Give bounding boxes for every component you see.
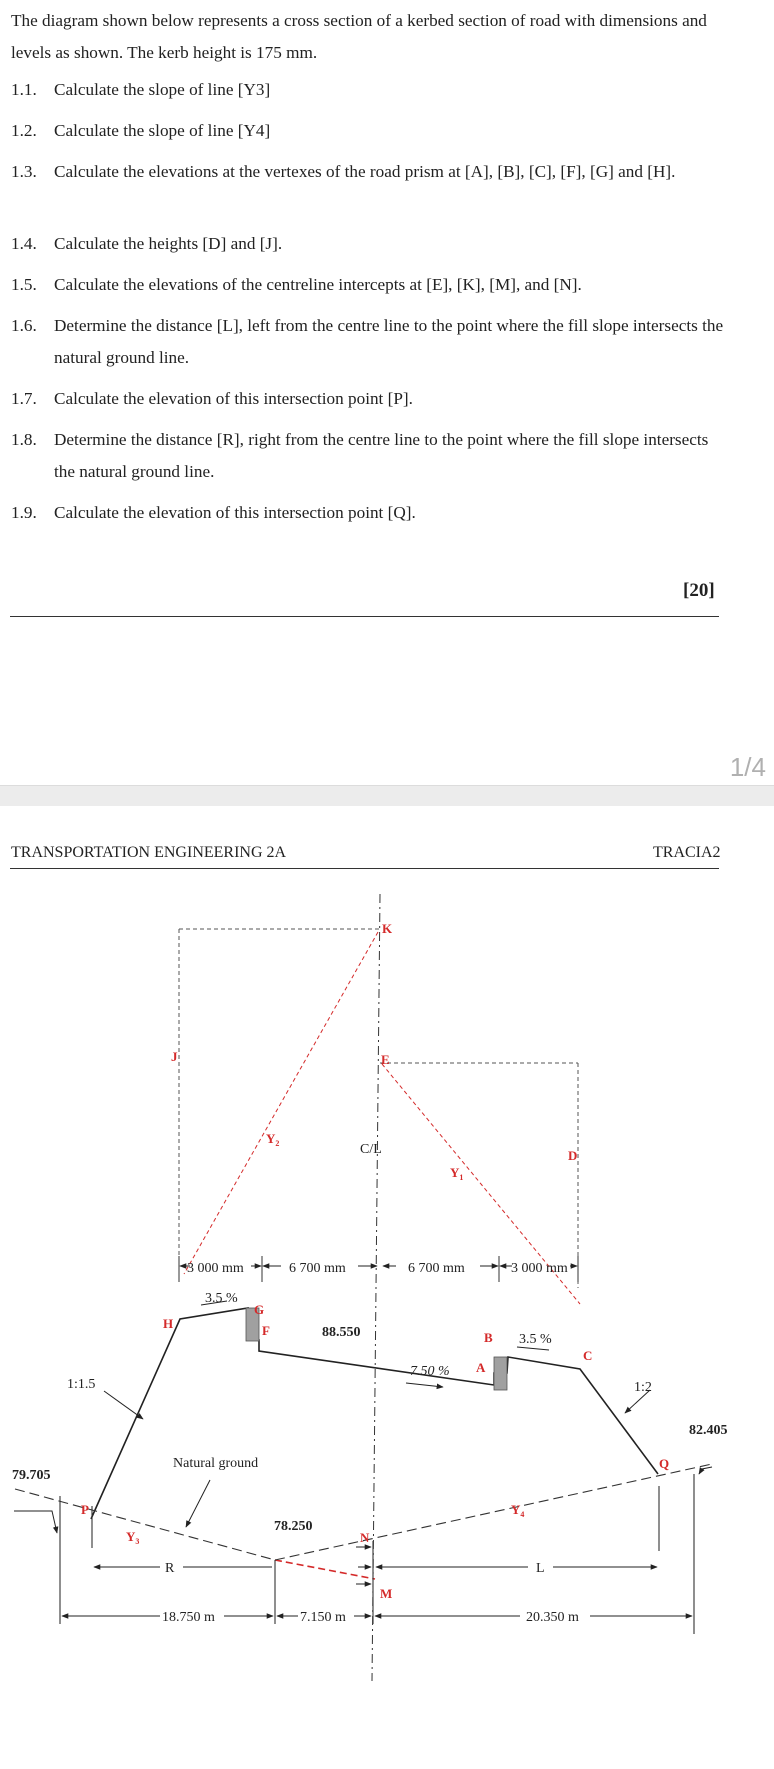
- level-right-ground: 82.405: [689, 1423, 728, 1438]
- page-gap: [0, 785, 774, 807]
- point-h-label: H: [163, 1316, 174, 1331]
- question-text: Calculate the elevation of this intersection point [P].: [54, 389, 413, 408]
- diagram-page: [0, 806, 774, 1769]
- dim-6700-left: 6 700 mm: [289, 1261, 346, 1276]
- intro-paragraph: The diagram shown below represents a cross section of a kerbed section of road with dimensions and levels as shown. The kerb height is 175 mm.: [11, 11, 707, 62]
- slope-left-cross: 3.5 %: [205, 1291, 238, 1306]
- y4-label: $Y_4$: [511, 1502, 525, 1519]
- y3-label: $Y_3$: [126, 1529, 140, 1546]
- point-m-label: M: [380, 1586, 393, 1601]
- question-number: 1.5.: [11, 275, 37, 294]
- slope-right-cross: 3.5 %: [519, 1332, 552, 1347]
- cross-section-diagram: [0, 806, 774, 1769]
- centreline-label: C/L: [360, 1142, 382, 1157]
- left-ground-leader: [14, 1511, 57, 1533]
- y2-projection-line: [184, 932, 378, 1274]
- point-e-label: E: [381, 1052, 390, 1067]
- slope-fill-left: 1:1.5: [67, 1377, 96, 1392]
- natural-ground-left: [15, 1489, 275, 1560]
- point-p-label: P: [81, 1502, 89, 1517]
- total-marks: [20]: [683, 580, 715, 601]
- question-text: Determine the distance [R], right from the centre line to the point where the fill slope intersects the natural ground line.: [54, 430, 709, 481]
- question-number: 1.3.: [11, 162, 37, 181]
- level-left-ground: 79.705: [12, 1468, 51, 1483]
- natural-ground-label: Natural ground: [173, 1456, 259, 1471]
- dim-6700-right: 6 700 mm: [408, 1261, 465, 1276]
- dim-3000-left: 3 000 mm: [187, 1261, 244, 1276]
- divider: [10, 616, 719, 617]
- header-course-code: TRACIA2: [653, 844, 721, 861]
- point-q-label: Q: [659, 1456, 670, 1471]
- y1-label: $Y_1$: [450, 1165, 464, 1182]
- m-projection-line: [275, 1560, 375, 1579]
- dim-3000-right: 3 000 mm: [511, 1261, 568, 1276]
- question-text: Calculate the heights [D] and [J].: [54, 234, 283, 253]
- question-text: Calculate the slope of line [Y3]: [54, 80, 271, 99]
- y2-label: $Y_2$: [266, 1131, 280, 1148]
- question-page: [0, 0, 774, 785]
- level-ground-centre: 78.250: [274, 1519, 313, 1534]
- question-text: Calculate the slope of line [Y4]: [54, 121, 271, 140]
- header-course-title: TRANSPORTATION ENGINEERING 2A: [11, 844, 287, 861]
- right-slope-underline: [517, 1347, 549, 1350]
- slope-main: 7.50 %: [410, 1364, 450, 1379]
- dim-7150: 7.150 m: [300, 1610, 346, 1625]
- dim-20350: 20.350 m: [526, 1610, 579, 1625]
- point-n-label: N: [360, 1530, 370, 1545]
- question-text: Calculate the elevations of the centreline intercepts at [E], [K], [M], and [N].: [54, 275, 582, 294]
- point-f-label: F: [262, 1323, 270, 1338]
- question-number: 1.1.: [11, 80, 37, 99]
- point-a-label: A: [476, 1360, 486, 1375]
- point-k-label: K: [382, 921, 393, 936]
- level-centre: 88.550: [322, 1325, 361, 1340]
- fill-slope-left-leader: [104, 1391, 143, 1419]
- dim-l: L: [536, 1561, 545, 1576]
- dim-r: R: [165, 1561, 175, 1576]
- main-slope-arrow: [406, 1383, 443, 1387]
- dim-18750: 18.750 m: [162, 1610, 215, 1625]
- point-b-label: B: [484, 1330, 493, 1345]
- question-text: Calculate the elevations at the vertexes of the road prism at [A], [B], [C], [F], [G] and [H].: [54, 162, 676, 181]
- point-c-label: C: [583, 1348, 593, 1363]
- natural-ground-right: [275, 1464, 712, 1560]
- point-j-label: J: [171, 1049, 178, 1064]
- point-g-label: G: [254, 1302, 265, 1317]
- question-text: Determine the distance [L], left from the centre line to the point where the fill slope intersects the natural ground line.: [54, 316, 724, 367]
- question-text: Calculate the elevation of this intersection point [Q].: [54, 503, 416, 522]
- question-number: 1.9.: [11, 503, 37, 522]
- right-ground-leader: [699, 1467, 712, 1474]
- natural-ground-leader: [186, 1480, 210, 1527]
- question-number: 1.6.: [11, 316, 37, 335]
- question-number: 1.2.: [11, 121, 37, 140]
- question-number: 1.4.: [11, 234, 37, 253]
- point-d-label: D: [568, 1148, 578, 1163]
- question-number: 1.8.: [11, 430, 37, 449]
- page-indicator: 1/4: [729, 752, 766, 782]
- right-kerb: [494, 1357, 507, 1390]
- slope-fill-right: 1:2: [634, 1380, 652, 1395]
- question-number: 1.7.: [11, 389, 37, 408]
